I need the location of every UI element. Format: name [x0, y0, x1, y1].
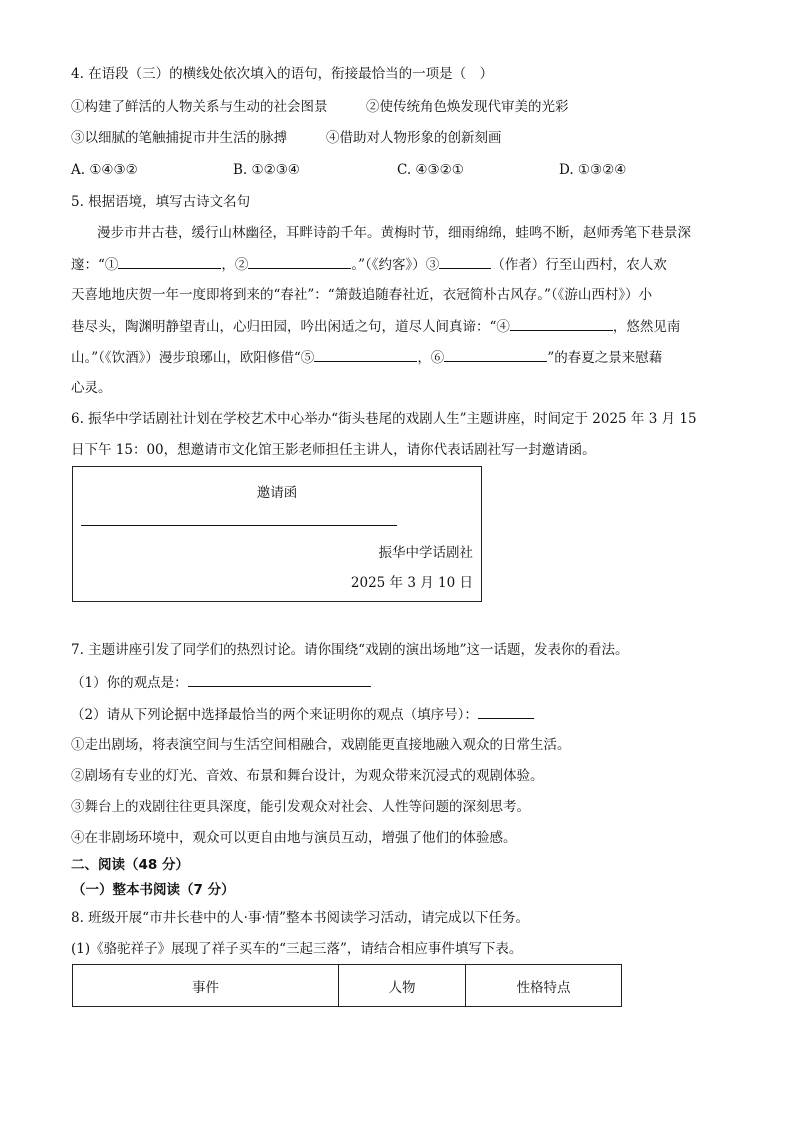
q5-text: ，悠然见南	[612, 319, 681, 335]
q5-line-3: 天喜地地庆贺一年一度即将到来的“春社”：“箫鼓追随春社近，衣冠简朴古风存。”（《游山西村》）小	[71, 287, 653, 303]
q4-sentences-row2	[71, 128, 711, 148]
q5-text: 。”（《约客》）③	[351, 257, 440, 273]
q7-argument-2: ②剧场有专业的灯光、音效、布景和舞台设计，为观众带来沉浸式的观剧体验。	[71, 768, 544, 784]
q5-line-6: 心灵。	[71, 380, 112, 396]
section-title: 二、阅读（48 分）	[71, 857, 189, 873]
table-header-person: 人物	[339, 965, 466, 1007]
q7-part-2	[71, 704, 534, 725]
q7-stem: 7. 主题讲座引发了同学们的热烈讨论。请你围绕“戏剧的演出场地”这一话题，发表你的看法。	[71, 642, 629, 658]
q6-line-1: 6. 振华中学话剧社计划在学校艺术中心举办“街头巷尾的戏剧人生”主题讲座，时间定于 2025 年 3 月 15	[71, 411, 697, 427]
q5-text: 邃：“①	[71, 257, 119, 273]
q5-line-2	[71, 254, 667, 275]
invitation-title: 邀请函	[256, 485, 298, 501]
q7-argument-1: ①走出剧场，将表演空间与生活空间相融合，戏剧能更直接地融入观众的日常生活。	[71, 737, 571, 753]
q7-argument-3: ③舞台上的戏剧往往更具深度，能引发观众对社会、人性等问题的深刻思考。	[71, 799, 530, 815]
q5-line-1: 漫步市井古巷，缓行山林幽径，耳畔诗韵千年。黄梅时节，细雨绵绵，蛙鸣不断，赵师秀笔下巷景深	[97, 225, 691, 241]
q4-sentence-4: ④借助对人物形象的创新刻画	[326, 130, 502, 146]
q5-blank-4[interactable]	[510, 316, 613, 331]
q4-sentences-row1	[71, 97, 711, 117]
q5-blank-6[interactable]	[444, 347, 547, 362]
q4-option-a[interactable]: A. ①④③②	[71, 162, 138, 178]
invitation-write-line[interactable]	[81, 525, 397, 526]
q7-part-1-label: （1）你的观点是：	[71, 675, 188, 691]
section-subtitle: （一）整本书阅读（7 分）	[72, 882, 235, 898]
q5-line-5	[71, 347, 662, 368]
q4-options	[71, 160, 721, 180]
q5-text: 山。”（《饮酒》）漫步琅琊山，欧阳修借“⑤	[71, 350, 315, 366]
q4-option-d[interactable]: D. ①③②④	[559, 162, 627, 178]
q8-stem: 8. 班级开展“市井长巷中的人·事·情”整本书阅读学习活动，请完成以下任务。	[71, 910, 530, 926]
invitation-box[interactable]	[72, 466, 482, 602]
q4-option-b[interactable]: B. ①②③④	[233, 162, 300, 178]
q5-blank-5[interactable]	[314, 347, 417, 362]
q4-sentence-2: ②使传统角色焕发现代审美的光彩	[366, 99, 569, 115]
q7-viewpoint-blank[interactable]	[188, 672, 371, 687]
table-header-event: 事件	[73, 965, 339, 1007]
q5-text: 巷尽头，陶渊明静望青山，心归田园，吟出闲适之句，道尽人间真谛：“④	[71, 319, 510, 335]
q4-option-c[interactable]: C. ④③②①	[397, 162, 464, 178]
q4-stem: 4. 在语段（三）的横线处依次填入的语句，衔接最恰当的一项是（ ）	[71, 66, 494, 82]
q5-text: （作者）行至山西村，农人欢	[491, 257, 667, 273]
q5-line-4	[71, 316, 680, 337]
q6-line-2: 日下午 15：00，想邀请市文化馆王影老师担任主讲人，请你代表话剧社写一封邀请函。	[71, 442, 596, 458]
q5-text: ，②	[221, 257, 249, 273]
q5-stem: 5. 根据语境，填写古诗文名句	[71, 194, 251, 210]
q7-part-1	[71, 672, 371, 693]
invitation-date: 2025 年 3 月 10 日	[350, 575, 473, 591]
q7-argument-4: ④在非剧场环境中，观众可以更自由地与演员互动，增强了他们的体验感。	[71, 830, 517, 846]
q5-text: ”的春夏之景来慰藉	[547, 350, 663, 366]
q4-sentence-1: ①构建了鲜活的人物关系与生动的社会图景	[71, 99, 328, 115]
q8-part-1: (1)《骆驼祥子》展现了祥子买车的“三起三落”，请结合相应事件填写下表。	[71, 941, 523, 957]
invitation-signature: 振华中学话剧社	[378, 545, 473, 561]
q7-evidence-blank[interactable]	[478, 704, 534, 719]
q5-blank-1[interactable]	[118, 254, 221, 269]
q4-sentence-3: ③以细腻的笔触捕捉市井生活的脉搏	[71, 130, 287, 146]
table-header-row	[73, 965, 622, 1007]
q5-blank-3[interactable]	[439, 254, 491, 269]
q7-part-2-label: （2）请从下列论据中选择最恰当的两个来证明你的观点（填序号）：	[71, 707, 478, 723]
q5-blank-2[interactable]	[248, 254, 351, 269]
table-header-traits: 性格特点	[466, 965, 622, 1007]
q5-text: ，⑥	[417, 350, 445, 366]
q8-table	[72, 964, 622, 1007]
